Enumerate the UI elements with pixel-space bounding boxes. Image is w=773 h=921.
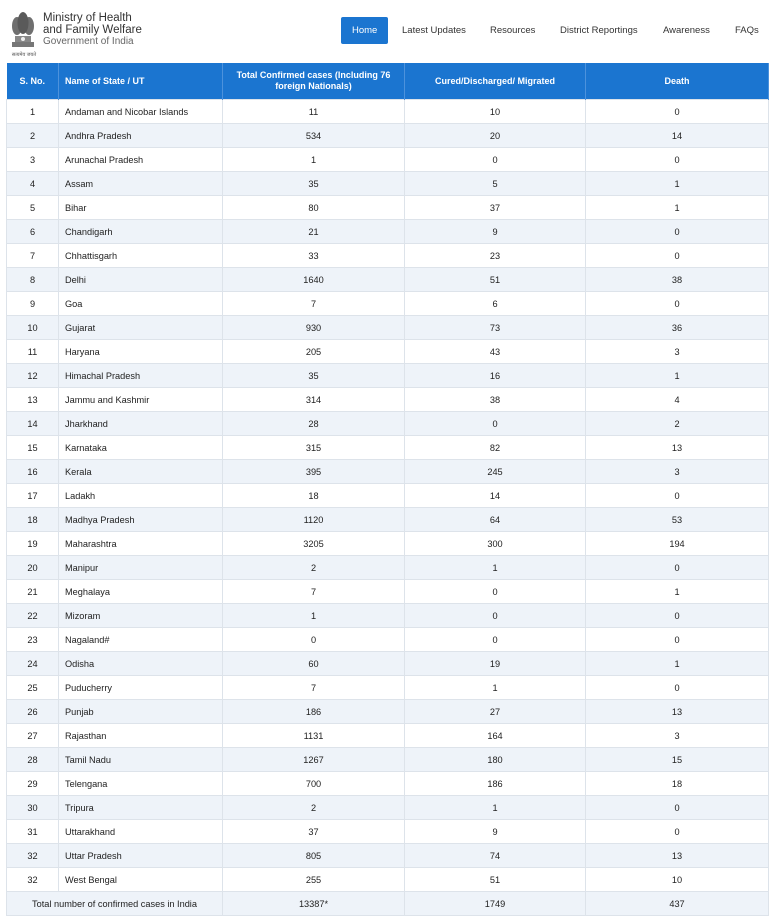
cell-confirmed: 0 [223, 628, 405, 652]
table-row [7, 844, 769, 868]
cell-cured: 1 [405, 796, 586, 820]
cell-death: 0 [586, 292, 769, 316]
cell-death: 0 [586, 628, 769, 652]
table-row [7, 172, 769, 196]
cell-state-name: Delhi [59, 268, 223, 292]
cell-death: 53 [586, 508, 769, 532]
cell-sno: 21 [7, 580, 59, 604]
nav-latest-updates[interactable]: Latest Updates [402, 25, 466, 36]
cell-cured: 6 [405, 292, 586, 316]
cell-confirmed: 80 [223, 196, 405, 220]
cell-confirmed: 395 [223, 460, 405, 484]
cell-death: 13 [586, 844, 769, 868]
cell-sno: 28 [7, 748, 59, 772]
cell-state-name: Chandigarh [59, 220, 223, 244]
cell-sno: 25 [7, 676, 59, 700]
cell-cured: 186 [405, 772, 586, 796]
column-header-cured[interactable]: Cured/Discharged/ Migrated [405, 63, 586, 100]
cell-cured: 19 [405, 652, 586, 676]
cell-death: 3 [586, 460, 769, 484]
cell-cured: 37 [405, 196, 586, 220]
cell-sno: 7 [7, 244, 59, 268]
cell-sno: 18 [7, 508, 59, 532]
cell-confirmed: 11 [223, 100, 405, 124]
cell-state-name: Rajasthan [59, 724, 223, 748]
column-header-death[interactable]: Death [586, 63, 769, 100]
table-row [7, 148, 769, 172]
table-row [7, 700, 769, 724]
cell-cured: 1 [405, 556, 586, 580]
cell-sno: 32 [7, 868, 59, 892]
nav-awareness[interactable]: Awareness [663, 25, 710, 36]
cell-cured: 20 [405, 124, 586, 148]
table-row [7, 604, 769, 628]
table-row [7, 676, 769, 700]
table-row [7, 364, 769, 388]
nav-home[interactable]: Home [341, 17, 388, 44]
cell-cured: 0 [405, 148, 586, 172]
cell-sno: 20 [7, 556, 59, 580]
cell-confirmed: 18 [223, 484, 405, 508]
cell-confirmed: 1131 [223, 724, 405, 748]
cell-cured: 5 [405, 172, 586, 196]
emblem-caption: सत्यमेव जयते [11, 52, 37, 58]
table-body [7, 100, 769, 892]
total-label: Total number of confirmed cases in India [7, 892, 223, 916]
column-header-state[interactable]: Name of State / UT [59, 63, 223, 100]
cell-cured: 245 [405, 460, 586, 484]
cell-death: 0 [586, 820, 769, 844]
cell-confirmed: 1 [223, 148, 405, 172]
cell-sno: 29 [7, 772, 59, 796]
cell-state-name: Haryana [59, 340, 223, 364]
total-cured: 1749 [405, 892, 586, 916]
cell-death: 36 [586, 316, 769, 340]
cell-death: 0 [586, 220, 769, 244]
cell-confirmed: 28 [223, 412, 405, 436]
cell-death: 1 [586, 580, 769, 604]
cell-confirmed: 2 [223, 796, 405, 820]
cell-confirmed: 35 [223, 364, 405, 388]
cell-confirmed: 805 [223, 844, 405, 868]
cell-confirmed: 7 [223, 580, 405, 604]
cell-death: 1 [586, 652, 769, 676]
cell-cured: 9 [405, 220, 586, 244]
cell-sno: 12 [7, 364, 59, 388]
cell-sno: 4 [7, 172, 59, 196]
cell-cured: 0 [405, 580, 586, 604]
cell-sno: 6 [7, 220, 59, 244]
cell-state-name: Meghalaya [59, 580, 223, 604]
cell-death: 14 [586, 124, 769, 148]
table-row [7, 772, 769, 796]
cell-confirmed: 1640 [223, 268, 405, 292]
state-cases-table [6, 63, 769, 916]
main-nav [341, 17, 773, 44]
cell-confirmed: 7 [223, 676, 405, 700]
cell-confirmed: 7 [223, 292, 405, 316]
cell-death: 2 [586, 412, 769, 436]
cell-sno: 27 [7, 724, 59, 748]
cell-state-name: Chhattisgarh [59, 244, 223, 268]
cell-state-name: Mizoram [59, 604, 223, 628]
cell-confirmed: 1 [223, 604, 405, 628]
table-row [7, 652, 769, 676]
cell-cured: 0 [405, 628, 586, 652]
cell-sno: 2 [7, 124, 59, 148]
cell-sno: 11 [7, 340, 59, 364]
table-row [7, 484, 769, 508]
nav-resources[interactable]: Resources [490, 25, 536, 36]
cell-sno: 8 [7, 268, 59, 292]
total-row [7, 892, 769, 916]
cell-state-name: Goa [59, 292, 223, 316]
cell-sno: 1 [7, 100, 59, 124]
table-row [7, 508, 769, 532]
table-row [7, 196, 769, 220]
cell-state-name: Kerala [59, 460, 223, 484]
cell-confirmed: 35 [223, 172, 405, 196]
cell-death: 15 [586, 748, 769, 772]
cell-state-name: Andhra Pradesh [59, 124, 223, 148]
table-row [7, 628, 769, 652]
table-row [7, 556, 769, 580]
cell-cured: 64 [405, 508, 586, 532]
brand-line-2: and Family Welfare [43, 24, 142, 36]
cell-death: 194 [586, 532, 769, 556]
cell-state-name: Uttarakhand [59, 820, 223, 844]
cell-state-name: Odisha [59, 652, 223, 676]
cell-state-name: Arunachal Pradesh [59, 148, 223, 172]
table-row [7, 820, 769, 844]
cell-death: 0 [586, 100, 769, 124]
table-row [7, 868, 769, 892]
cell-state-name: Tamil Nadu [59, 748, 223, 772]
cell-state-name: Himachal Pradesh [59, 364, 223, 388]
cell-death: 0 [586, 676, 769, 700]
cell-death: 13 [586, 436, 769, 460]
cell-sno: 19 [7, 532, 59, 556]
cell-confirmed: 255 [223, 868, 405, 892]
brand[interactable] [43, 12, 142, 48]
cell-death: 0 [586, 556, 769, 580]
cell-confirmed: 1267 [223, 748, 405, 772]
cell-confirmed: 33 [223, 244, 405, 268]
cell-sno: 26 [7, 700, 59, 724]
table-row [7, 244, 769, 268]
national-emblem-icon[interactable] [8, 6, 38, 52]
cell-sno: 31 [7, 820, 59, 844]
cell-cured: 43 [405, 340, 586, 364]
cell-confirmed: 930 [223, 316, 405, 340]
cell-death: 3 [586, 724, 769, 748]
table-row [7, 724, 769, 748]
cell-cured: 0 [405, 604, 586, 628]
cell-cured: 14 [405, 484, 586, 508]
site-header [0, 0, 773, 63]
cell-state-name: Puducherry [59, 676, 223, 700]
table-row [7, 220, 769, 244]
table-header-row [7, 63, 769, 100]
cell-confirmed: 21 [223, 220, 405, 244]
cell-sno: 9 [7, 292, 59, 316]
column-header-confirmed[interactable]: Total Confirmed cases (Including 76 foreign Nationals) [223, 63, 405, 100]
cell-sno: 22 [7, 604, 59, 628]
cell-confirmed: 37 [223, 820, 405, 844]
table-row [7, 340, 769, 364]
cell-sno: 17 [7, 484, 59, 508]
table-row [7, 292, 769, 316]
cell-cured: 9 [405, 820, 586, 844]
cell-cured: 180 [405, 748, 586, 772]
brand-line-3: Government of India [43, 36, 134, 47]
cell-cured: 1 [405, 676, 586, 700]
table-row [7, 436, 769, 460]
table-row [7, 316, 769, 340]
cell-sno: 13 [7, 388, 59, 412]
cell-cured: 38 [405, 388, 586, 412]
cell-cured: 82 [405, 436, 586, 460]
cell-cured: 74 [405, 844, 586, 868]
cell-death: 4 [586, 388, 769, 412]
cell-sno: 30 [7, 796, 59, 820]
cell-state-name: Nagaland# [59, 628, 223, 652]
cell-state-name: Madhya Pradesh [59, 508, 223, 532]
cell-state-name: Karnataka [59, 436, 223, 460]
cell-death: 0 [586, 484, 769, 508]
cell-state-name: Jammu and Kashmir [59, 388, 223, 412]
cell-death: 0 [586, 148, 769, 172]
cell-death: 1 [586, 196, 769, 220]
cell-death: 0 [586, 796, 769, 820]
cell-state-name: Bihar [59, 196, 223, 220]
cell-cured: 23 [405, 244, 586, 268]
total-death: 437 [586, 892, 769, 916]
table-row [7, 796, 769, 820]
cell-state-name: Gujarat [59, 316, 223, 340]
cell-state-name: Jharkhand [59, 412, 223, 436]
cell-cured: 0 [405, 412, 586, 436]
cell-state-name: Manipur [59, 556, 223, 580]
cell-confirmed: 186 [223, 700, 405, 724]
table-row [7, 412, 769, 436]
cell-state-name: Assam [59, 172, 223, 196]
cell-cured: 164 [405, 724, 586, 748]
cell-cured: 73 [405, 316, 586, 340]
cell-confirmed: 1120 [223, 508, 405, 532]
cell-cured: 300 [405, 532, 586, 556]
cell-state-name: Andaman and Nicobar Islands [59, 100, 223, 124]
column-header-sno[interactable]: S. No. [7, 63, 59, 100]
brand-line-1: Ministry of Health [43, 12, 132, 24]
table-row [7, 532, 769, 556]
cell-death: 13 [586, 700, 769, 724]
cell-sno: 23 [7, 628, 59, 652]
table-row [7, 268, 769, 292]
cell-sno: 32 [7, 844, 59, 868]
cell-confirmed: 314 [223, 388, 405, 412]
cell-sno: 16 [7, 460, 59, 484]
cell-confirmed: 315 [223, 436, 405, 460]
total-confirmed: 13387* [223, 892, 405, 916]
cell-cured: 51 [405, 268, 586, 292]
nav-district-reportings[interactable]: District Reportings [560, 25, 638, 36]
cell-state-name: Ladakh [59, 484, 223, 508]
cell-sno: 3 [7, 148, 59, 172]
nav-faqs[interactable]: FAQs [735, 25, 759, 36]
cell-confirmed: 3205 [223, 532, 405, 556]
cell-state-name: Tripura [59, 796, 223, 820]
cell-death: 0 [586, 244, 769, 268]
cell-death: 0 [586, 604, 769, 628]
table-row [7, 748, 769, 772]
cell-sno: 24 [7, 652, 59, 676]
cell-death: 38 [586, 268, 769, 292]
table-row [7, 124, 769, 148]
cell-state-name: Punjab [59, 700, 223, 724]
cell-sno: 5 [7, 196, 59, 220]
cell-death: 1 [586, 172, 769, 196]
cell-death: 18 [586, 772, 769, 796]
cell-state-name: Uttar Pradesh [59, 844, 223, 868]
table-row [7, 580, 769, 604]
cell-sno: 14 [7, 412, 59, 436]
cell-cured: 51 [405, 868, 586, 892]
cell-state-name: Maharashtra [59, 532, 223, 556]
table-row [7, 460, 769, 484]
cell-cured: 10 [405, 100, 586, 124]
cell-confirmed: 700 [223, 772, 405, 796]
cell-confirmed: 205 [223, 340, 405, 364]
cell-death: 3 [586, 340, 769, 364]
cell-cured: 27 [405, 700, 586, 724]
cell-sno: 10 [7, 316, 59, 340]
cell-confirmed: 2 [223, 556, 405, 580]
cell-confirmed: 534 [223, 124, 405, 148]
cell-state-name: Telengana [59, 772, 223, 796]
cell-confirmed: 60 [223, 652, 405, 676]
cell-cured: 16 [405, 364, 586, 388]
cell-sno: 15 [7, 436, 59, 460]
table-row [7, 388, 769, 412]
cell-death: 1 [586, 364, 769, 388]
table-row [7, 100, 769, 124]
cell-state-name: West Bengal [59, 868, 223, 892]
cell-death: 10 [586, 868, 769, 892]
